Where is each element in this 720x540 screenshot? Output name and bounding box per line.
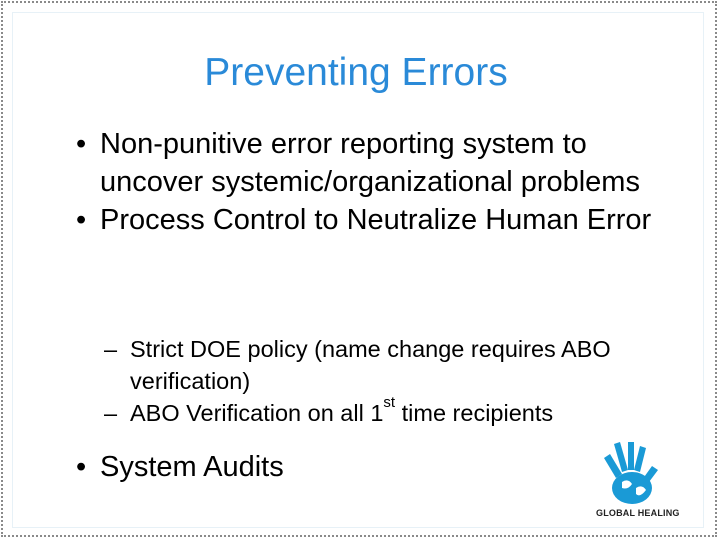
bullet-text: Process Control to Neutralize Human Error	[100, 204, 652, 236]
sub-bullet-list	[104, 333, 664, 429]
sub-bullet-item	[104, 394, 664, 429]
bullet-dot: •	[76, 451, 87, 483]
bullet-item	[76, 448, 476, 486]
sub-bullet-text-start: ABO Verification on all 1	[130, 400, 384, 426]
sub-bullet-item	[104, 333, 664, 397]
bullet-item	[76, 125, 656, 201]
bullet-text: System Audits	[100, 451, 284, 483]
bullet-list	[76, 125, 656, 239]
bullet-dot: •	[76, 128, 87, 160]
sub-bullet-dash: –	[104, 400, 118, 426]
handprint-globe-icon	[592, 440, 692, 536]
logo-text: GLOBAL HEALING	[596, 508, 680, 518]
bullet-item	[76, 201, 656, 239]
sub-bullet-text-end: time recipients	[395, 400, 554, 426]
sub-bullet-text: Strict DOE policy (name change requires ABO verification)	[130, 336, 611, 394]
ordinal-superscript: st	[383, 394, 396, 411]
bullet-text: Non-punitive error reporting system to uncover systemic/organizational problems	[100, 128, 640, 198]
sub-bullet-text	[130, 394, 554, 429]
slide-title: Preventing Errors	[204, 51, 508, 94]
bullet-list-last	[76, 448, 476, 486]
sub-bullet-dash: –	[104, 336, 118, 362]
bullet-dot: •	[76, 204, 87, 236]
